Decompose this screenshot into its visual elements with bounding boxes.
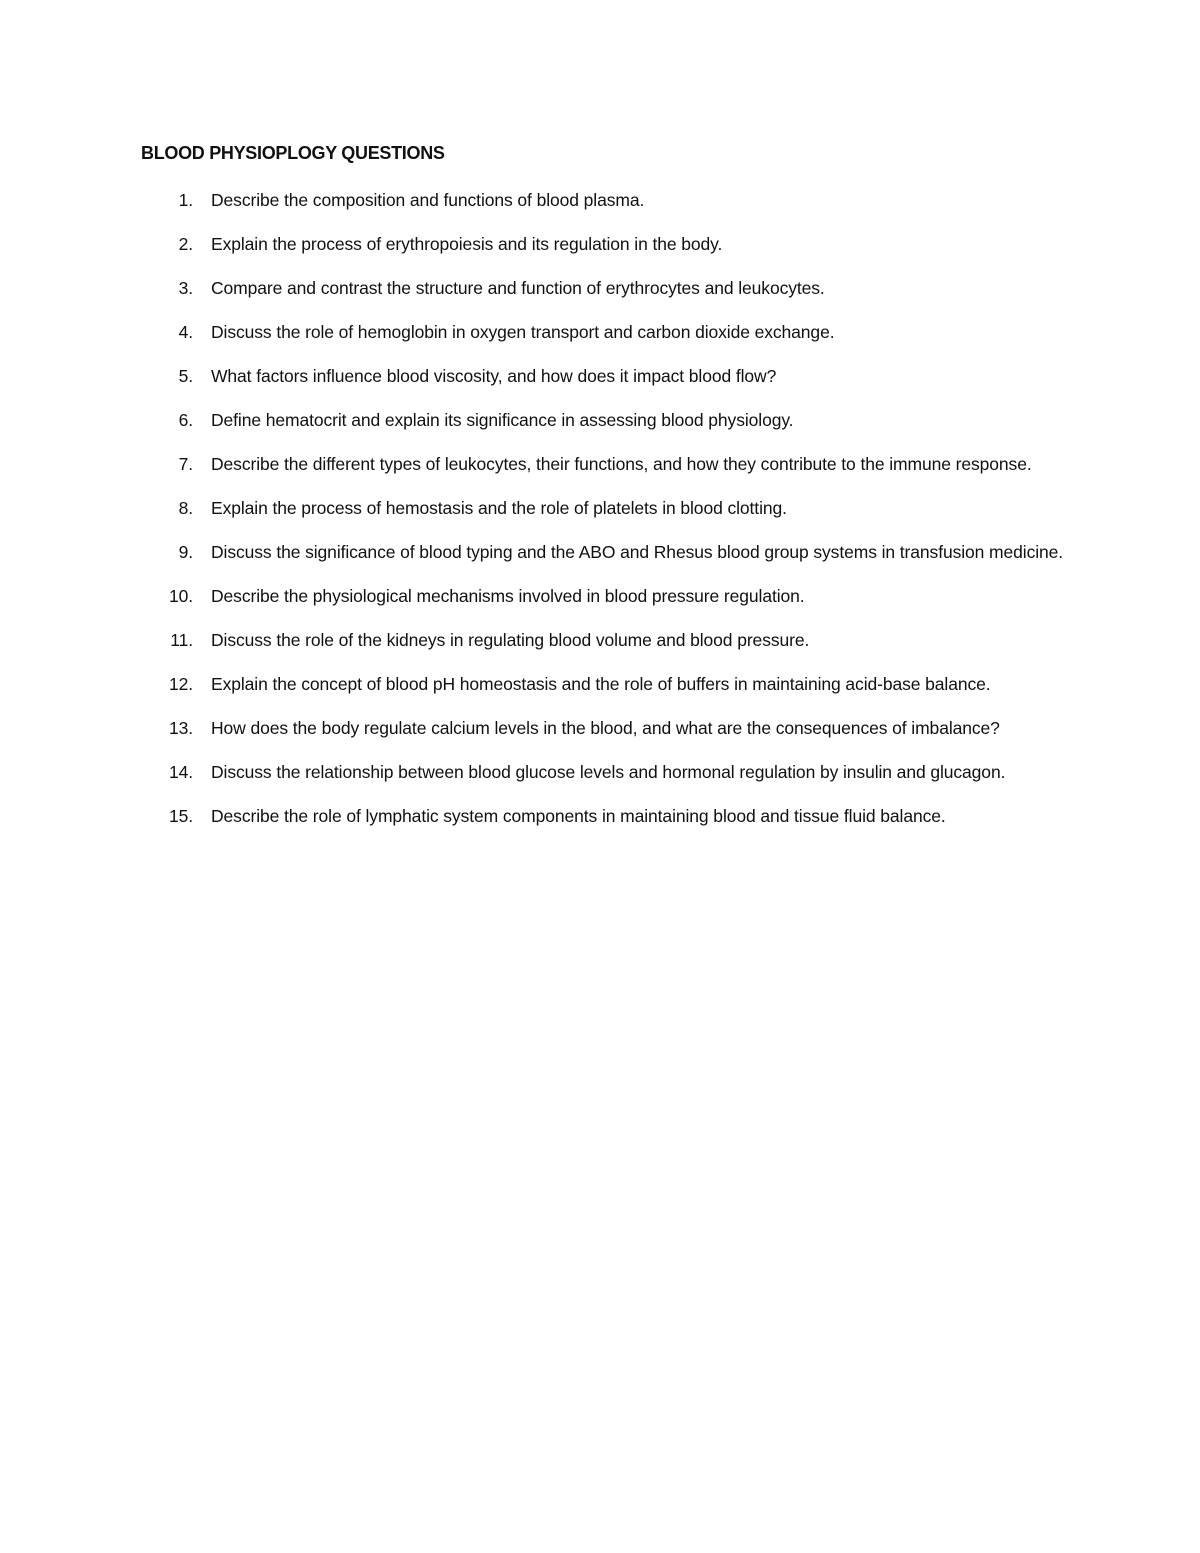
question-number: 4. [178, 322, 193, 342]
question-item-15 [141, 802, 1081, 830]
question-number: 11. [170, 630, 193, 650]
question-item-5 [141, 362, 1081, 390]
question-item-6 [141, 406, 1081, 434]
question-item-1 [141, 186, 1081, 214]
question-number: 8. [178, 498, 193, 518]
question-text: Explain the concept of blood pH homeostasis and the role of buffers in maintaining acid-base balance. [211, 674, 991, 694]
question-text: Explain the process of hemostasis and the role of platelets in blood clotting. [211, 498, 787, 518]
question-number: 3. [178, 278, 193, 298]
question-number: 12. [168, 674, 193, 694]
question-item-2 [141, 230, 1081, 258]
question-number: 9. [178, 542, 193, 562]
question-number: 5. [178, 366, 193, 386]
question-number: 10. [168, 586, 193, 606]
question-text: Discuss the significance of blood typing and the ABO and Rhesus blood group systems in transfusion medicine. [211, 542, 1064, 562]
question-item-4 [141, 318, 1081, 346]
question-item-9 [141, 538, 1081, 566]
document-title: BLOOD PHYSIOPLOGY QUESTIONS [141, 143, 445, 163]
question-number: 13. [168, 718, 193, 738]
question-number: 15. [168, 806, 193, 826]
question-text: Define hematocrit and explain its significance in assessing blood physiology. [211, 410, 794, 430]
question-text: Discuss the role of hemoglobin in oxygen transport and carbon dioxide exchange. [211, 322, 835, 342]
question-text: How does the body regulate calcium levels in the blood, and what are the consequences of imbalance? [211, 718, 1000, 738]
question-text: Describe the role of lymphatic system components in maintaining blood and tissue fluid balance. [211, 806, 946, 826]
question-item-7 [141, 450, 1081, 478]
question-number: 6. [178, 410, 193, 430]
question-text: Describe the composition and functions of blood plasma. [211, 190, 645, 210]
question-text: Explain the process of erythropoiesis and its regulation in the body. [211, 234, 723, 254]
question-list [141, 186, 1081, 846]
question-item-13 [141, 714, 1081, 742]
question-text: What factors influence blood viscosity, and how does it impact blood flow? [211, 366, 777, 386]
question-item-10 [141, 582, 1081, 610]
question-number: 14. [168, 762, 193, 782]
question-text: Describe the different types of leukocytes, their functions, and how they contribute to the immune response. [211, 454, 1032, 474]
question-number: 1. [178, 190, 193, 210]
question-text: Compare and contrast the structure and function of erythrocytes and leukocytes. [211, 278, 825, 298]
question-item-11 [141, 626, 1081, 654]
question-text: Discuss the role of the kidneys in regulating blood volume and blood pressure. [211, 630, 810, 650]
question-item-8 [141, 494, 1081, 522]
question-number: 7. [178, 454, 193, 474]
question-text: Discuss the relationship between blood glucose levels and hormonal regulation by insulin and glucagon. [211, 762, 1006, 782]
question-item-14 [141, 758, 1081, 786]
question-item-12 [141, 670, 1081, 698]
question-text: Describe the physiological mechanisms involved in blood pressure regulation. [211, 586, 805, 606]
question-item-3 [141, 274, 1081, 302]
question-number: 2. [178, 234, 193, 254]
